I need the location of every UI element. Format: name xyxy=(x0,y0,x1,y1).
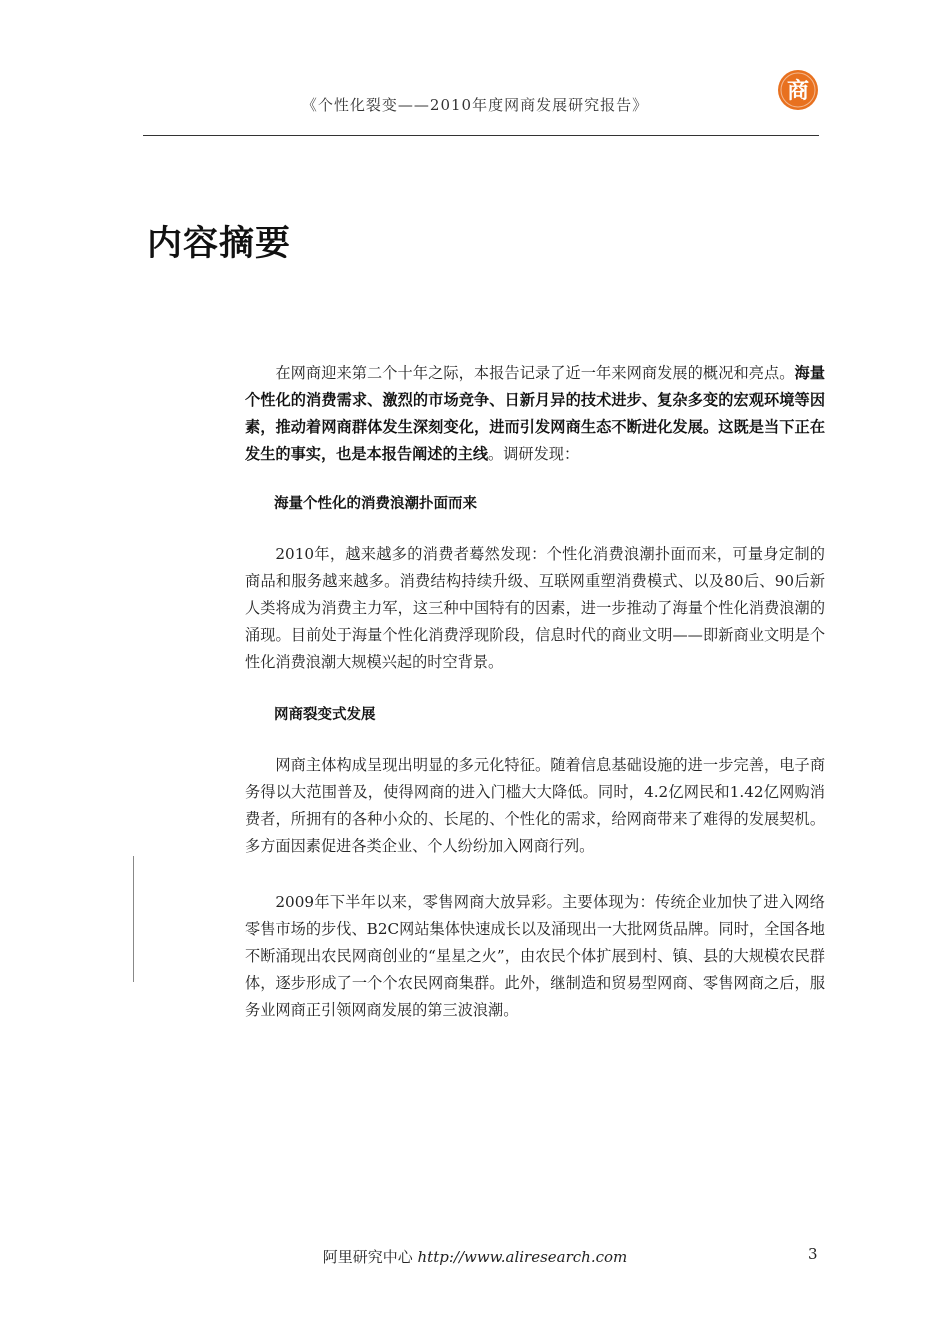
footer-org: 阿里研究中心 xyxy=(322,1248,413,1266)
header-divider xyxy=(143,135,819,136)
fission-paragraph-2: 2009年下半年以来，零售网商大放异彩。主要体现为：传统企业加快了进入网络零售市场的步伐、B2C网站集体快速成长以及涌现出一大批网货品牌。同时，全国各地不断涌现出农民网商创业的“星星之火”，由农民个体扩展到村、镇、县的大规模农民群体，逐步形成了一个个农民网商集群。此外，继制造和贸易型网商、零售网商之后，服务业网商正引领网商发展的第三波浪潮。 xyxy=(245,893,825,1019)
aliresearch-logo-icon xyxy=(777,69,819,111)
intro-text-end: 。调研发现： xyxy=(488,445,580,463)
page-title: 内容摘要 xyxy=(147,224,292,264)
consumption-paragraph: 2010年，越来越多的消费者蓦然发现：个性化消费浪潮扑面而来，可量身定制的商品和服务越来越多。消费结构持续升级、互联网重塑消费模式、以及80后、90后新人类将成为消费主力军，这三种中国特有的因素，进一步推动了海量个性化消费浪潮的涌现。目前处于海量个性化消费浮现阶段，信息时代的商业文明——即新商业文明是个性化消费浪潮大规模兴起的时空背景。 xyxy=(245,545,825,671)
section-heading-fission: 网商裂变式发展 xyxy=(274,707,376,723)
section-heading-consumption: 海量个性化的消费浪潮扑面而来 xyxy=(274,496,477,512)
summary-content xyxy=(245,360,825,1024)
intro-text-start: 在网商迎来第二个十年之际，本报告记录了近一年来网商发展的概况和亮点。 xyxy=(275,364,795,382)
intro-bold-text: 海量个性化的消费需求、激烈的市场竞争、日新月异的技术进步、复杂多变的宏观环境等因素，推动着网商群体发生深刻变化，进而引发网商生态不断进化发展。这既是当下正在发生的事实，也是本报告阐述的主线 xyxy=(245,364,826,463)
page-number: 3 xyxy=(808,1245,818,1263)
fission-paragraph-1: 网商主体构成呈现出明显的多元化特征。随着信息基础设施的进一步完善，电子商务得以大范围普及，使得网商的进入门槛大大降低。同时，4.2亿网民和1.42亿网购消费者，所拥有的各种小众的、长尾的、个性化的需求，给网商带来了难得的发展契机。多方面因素促进各类企业、个人纷纷加入网商行列。 xyxy=(245,756,825,855)
margin-change-bar xyxy=(133,856,134,982)
logo-glyph: 商 xyxy=(786,79,810,104)
intro-paragraph xyxy=(245,360,825,468)
footer-url[interactable]: http://www.aliresearch.com xyxy=(417,1248,628,1266)
header-title: 《个性化裂变——2010年度网商发展研究报告》 xyxy=(301,96,649,114)
